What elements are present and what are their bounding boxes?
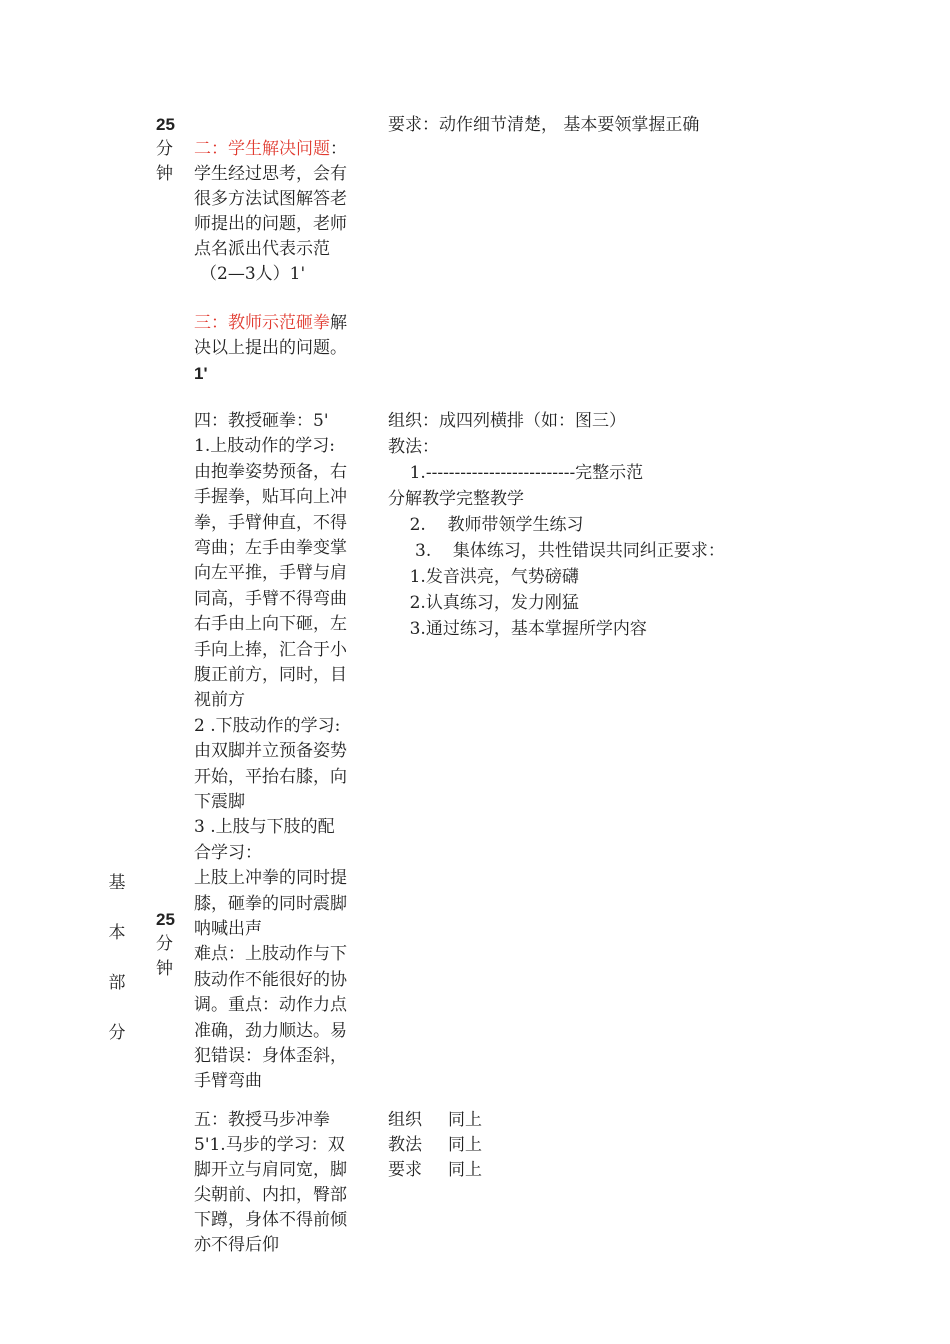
part3-line: 1' bbox=[194, 364, 208, 383]
part2-line: （2—3人）1' bbox=[200, 264, 306, 284]
part4-line: 肢动作不能很好的协 bbox=[194, 969, 347, 990]
part4-line: 调。重点：动作力点 bbox=[194, 995, 347, 1016]
part4-line: 呐喊出声 bbox=[194, 919, 262, 939]
part4-line: 下震脚 bbox=[194, 792, 245, 812]
part4-line: 上肢上冲拳的同时提 bbox=[194, 868, 347, 889]
part4-line: 膝，砸拳的同时震脚 bbox=[194, 893, 347, 914]
org4-line: 2.认真练习，发力刚猛 bbox=[388, 593, 579, 613]
part4-line: 手臂弯曲 bbox=[194, 1071, 262, 1092]
part4-line: 难点：上肢动作与下 bbox=[194, 944, 347, 965]
part4-line: 视前方 bbox=[194, 690, 245, 711]
part4-line: 同高，手臂不得弯曲 bbox=[194, 588, 347, 609]
time-label-top bbox=[156, 112, 182, 187]
section-label-3: 部 bbox=[108, 973, 126, 993]
part4-line: 弯曲；左手由拳变掌 bbox=[194, 538, 347, 558]
part4-line: 合学习： bbox=[194, 842, 262, 863]
part5-line: 尖朝前、内扣，臀部 bbox=[194, 1185, 347, 1205]
org5-key: 要求 bbox=[388, 1160, 422, 1180]
org5-value: 同上 bbox=[448, 1135, 482, 1155]
part5-line: 5'1.马步的学习：双 bbox=[194, 1135, 345, 1155]
org5-row bbox=[388, 1133, 482, 1158]
part4-line: 由抱拳姿势预备，右 bbox=[194, 461, 347, 482]
part4-line: 由双脚并立预备姿势 bbox=[194, 741, 347, 762]
part2-line: 很多方法试图解答老 bbox=[194, 189, 347, 209]
part5-line: 脚开立与肩同宽，脚 bbox=[194, 1160, 347, 1180]
org5-row bbox=[388, 1158, 482, 1183]
part3-line: 决以上提出的问题。 bbox=[194, 338, 347, 358]
time-unit-2: 钟 bbox=[156, 164, 173, 184]
time-number: 25 bbox=[156, 115, 175, 134]
time-unit-1: 分 bbox=[156, 139, 173, 159]
part4-line: 1.上肢动作的学习: bbox=[194, 436, 335, 457]
section-label-4: 分 bbox=[108, 1023, 126, 1043]
org5-value: 同上 bbox=[448, 1160, 482, 1180]
org5-value: 同上 bbox=[448, 1110, 482, 1130]
part2-line: 师提出的问题，老师 bbox=[194, 214, 347, 234]
part4-line: 手向上捧，汇合于小 bbox=[194, 639, 347, 660]
requirement-top: 要求：动作细节清楚， 基本要领掌握正确 bbox=[388, 115, 700, 135]
part2-heading: 二：学生解决问题 bbox=[194, 139, 330, 159]
part4-line: 犯错误：身体歪斜， bbox=[194, 1046, 347, 1066]
part4-line: 右手由上向下砸，左 bbox=[194, 614, 347, 635]
time-number: 25 bbox=[156, 910, 175, 929]
org5-key: 教法 bbox=[388, 1135, 422, 1155]
part2-heading-line: 二：学生解决问题： bbox=[194, 139, 347, 159]
part5-line: 五：教授马步冲拳 bbox=[194, 1110, 330, 1130]
org4-line: 组织：成四列横排（如：图三） bbox=[388, 411, 626, 431]
time-unit-2: 钟 bbox=[156, 959, 173, 979]
part3-heading-line: 三：教师示范砸拳解 bbox=[194, 313, 347, 333]
part5-line: 亦不得后仰 bbox=[194, 1235, 279, 1255]
org4-line: 分解教学完整教学 bbox=[388, 489, 524, 509]
part2-line: 学生经过思考，会有 bbox=[194, 164, 347, 184]
part4-line: 拳，手臂伸直，不得 bbox=[194, 512, 347, 533]
org4-line: 1.--------------------------完整示范 bbox=[388, 463, 644, 483]
org4-line: 2. 教师带领学生练习 bbox=[388, 515, 584, 535]
part4-line: 3 .上肢与下肢的配 bbox=[194, 817, 335, 838]
part4-line: 准确，劲力顺达。易 bbox=[194, 1020, 347, 1041]
part2-line: 点名派出代表示范 bbox=[194, 239, 330, 259]
part4-line: 开始，平抬右膝，向 bbox=[194, 766, 347, 787]
time-label-mid bbox=[156, 907, 182, 982]
org4-line: 教法： bbox=[388, 437, 439, 457]
time-unit-1: 分 bbox=[156, 934, 173, 954]
section-label-1: 基 bbox=[108, 873, 126, 893]
part4-line: 手握拳，贴耳向上冲 bbox=[194, 487, 347, 508]
part4-line: 向左平推，手臂与肩 bbox=[194, 563, 347, 584]
part4-line: 四：教授砸拳：5' bbox=[194, 411, 329, 431]
section-label-2: 本 bbox=[108, 923, 126, 943]
part3-heading: 三：教师示范砸拳 bbox=[194, 313, 330, 333]
part4-line: 2 .下肢动作的学习: bbox=[194, 715, 341, 736]
org4-line: 3.通过练习，基本掌握所学内容 bbox=[388, 619, 647, 639]
org5-key: 组织 bbox=[388, 1110, 422, 1130]
org5-row bbox=[388, 1108, 482, 1133]
org4-line: 3. 集体练习，共性错误共同纠正要求： bbox=[388, 541, 725, 561]
part4-line: 腹正前方，同时，目 bbox=[194, 665, 347, 685]
org4-line: 1.发音洪亮，气势磅礴 bbox=[388, 567, 579, 587]
part5-line: 下蹲，身体不得前倾 bbox=[194, 1210, 347, 1230]
